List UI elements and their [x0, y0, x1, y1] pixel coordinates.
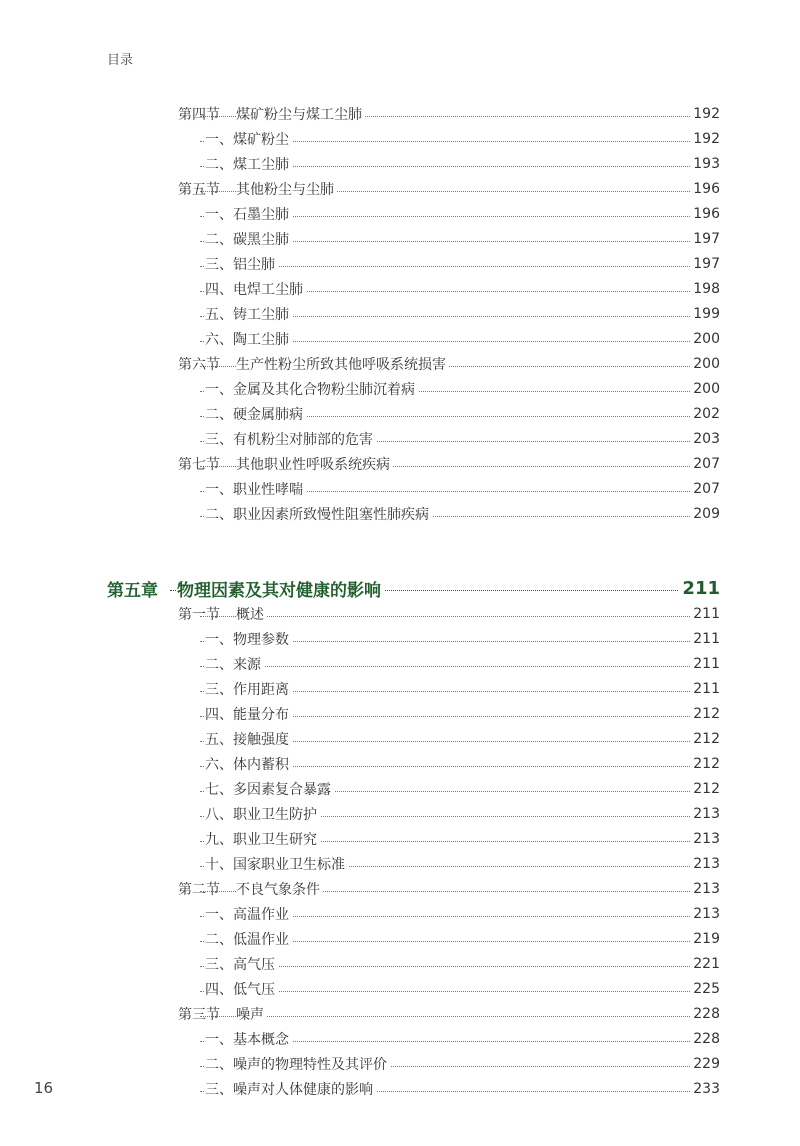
- toc-item-row[interactable]: [0, 301, 800, 326]
- toc-item-row[interactable]: [0, 1051, 800, 1076]
- toc-entry-number: 第七节: [178, 456, 220, 473]
- toc-item-row[interactable]: [0, 426, 800, 451]
- toc-entry-label: [205, 779, 334, 799]
- toc-item-row[interactable]: [0, 476, 800, 501]
- toc-entry-title: 二、煤工尘肺: [205, 157, 292, 173]
- toc-item-row[interactable]: [0, 651, 800, 676]
- toc-item-row[interactable]: [0, 201, 800, 226]
- toc-entry-title: 其他职业性呼吸系统疾病: [236, 457, 393, 473]
- toc-entry-page: 200: [690, 356, 720, 372]
- toc-item-row[interactable]: [0, 826, 800, 851]
- toc-entry-title: 一、石墨尘肺: [205, 207, 292, 223]
- toc-entry-label: [178, 354, 449, 374]
- toc-entry-title: 三、作用距离: [205, 682, 292, 698]
- page-number: 16: [34, 1079, 54, 1097]
- toc-entry-label: [205, 804, 320, 824]
- toc-entry-label: [205, 729, 292, 749]
- toc-entry-label: [205, 279, 306, 299]
- toc-entry-title: 一、金属及其化合物粉尘肺沉着病: [205, 382, 418, 398]
- toc-entry-label: [205, 1054, 390, 1074]
- toc-item-row[interactable]: [0, 276, 800, 301]
- toc-entry-page: 211: [690, 656, 720, 672]
- toc-entry-title: 九、职业卫生研究: [205, 832, 320, 848]
- toc-item-row[interactable]: [0, 226, 800, 251]
- toc-item-row[interactable]: [0, 676, 800, 701]
- toc-entry-title: 三、噪声对人体健康的影响: [205, 1082, 376, 1098]
- toc-entry-page: 199: [690, 306, 720, 322]
- toc-item-row[interactable]: [0, 126, 800, 151]
- toc-item-row[interactable]: [0, 1026, 800, 1051]
- toc-entry-page: 200: [690, 381, 720, 397]
- toc-entry-title: 二、来源: [205, 657, 264, 673]
- toc-item-row[interactable]: [0, 326, 800, 351]
- toc-chapter-row[interactable]: [0, 575, 800, 601]
- toc-entry-label: [178, 604, 267, 624]
- toc-entry-page: 207: [690, 456, 720, 472]
- toc-entry-page: 211: [690, 681, 720, 697]
- toc-entry-label: [205, 979, 278, 999]
- toc-entry-page: 213: [690, 806, 720, 822]
- toc-entry-label: [205, 1029, 292, 1049]
- toc-entry-title: 四、电焊工尘肺: [205, 282, 306, 298]
- toc-item-row[interactable]: [0, 951, 800, 976]
- toc-entry-title: 二、低温作业: [205, 932, 292, 948]
- toc-entry-page: 197: [690, 231, 720, 247]
- toc-entry-title: 七、多因素复合暴露: [205, 782, 334, 798]
- toc-entry-label: [178, 179, 337, 199]
- toc-item-row[interactable]: [0, 851, 800, 876]
- toc-entry-label: [205, 629, 292, 649]
- toc-entry-page: 197: [690, 256, 720, 272]
- toc-entry-label: [205, 304, 292, 324]
- toc-entry-label: [205, 854, 348, 874]
- toc-entry-title: 生产性粉尘所致其他呼吸系统损害: [236, 357, 449, 373]
- toc-entry-page: 202: [690, 406, 720, 422]
- toc-entry-label: [205, 379, 418, 399]
- toc-entry-number: 第五章: [107, 580, 158, 601]
- toc-entry-label: [178, 879, 323, 899]
- toc-entry-title: 二、职业因素所致慢性阻塞性肺疾病: [205, 507, 432, 523]
- toc-entry-label: [205, 829, 320, 849]
- dot-leader: [200, 666, 692, 667]
- toc-entry-page: 200: [690, 331, 720, 347]
- toc-entry-page: 209: [690, 506, 720, 522]
- toc-entry-page: 212: [690, 781, 720, 797]
- toc-entry-page: 192: [690, 131, 720, 147]
- toc-entry-page: 213: [690, 831, 720, 847]
- toc-entry-page: 233: [690, 1081, 720, 1097]
- toc-entry-title: 一、物理参数: [205, 632, 292, 648]
- toc-entry-label: [205, 1079, 376, 1099]
- toc-item-row[interactable]: [0, 751, 800, 776]
- toc-entry-label: [205, 254, 278, 274]
- toc-entry-label: [205, 504, 432, 524]
- toc-entry-page: 228: [690, 1031, 720, 1047]
- toc-entry-label: [205, 754, 292, 774]
- toc-item-row[interactable]: [0, 901, 800, 926]
- toc-entry-title: 六、体内蓄积: [205, 757, 292, 773]
- toc-entry-title: 其他粉尘与尘肺: [236, 182, 337, 198]
- toc-entry-title: 二、碳黑尘肺: [205, 232, 292, 248]
- toc-entry-page: 207: [690, 481, 720, 497]
- toc-entry-title: 八、职业卫生防护: [205, 807, 320, 823]
- toc-section-row[interactable]: [0, 351, 800, 376]
- toc-entry-label: [205, 704, 292, 724]
- toc-section-row[interactable]: [0, 1001, 800, 1026]
- toc-entry-page: 211: [690, 606, 720, 622]
- toc-entry-number: 第三节: [178, 1006, 220, 1023]
- toc-entry-title: 一、煤矿粉尘: [205, 132, 292, 148]
- toc-entry-page: 211: [690, 631, 720, 647]
- toc-section-row[interactable]: [0, 176, 800, 201]
- toc-entry-label: [205, 954, 278, 974]
- toc-entry-title: 概述: [236, 607, 267, 623]
- toc-item-row[interactable]: [0, 626, 800, 651]
- toc-entry-label: [205, 329, 292, 349]
- toc-section-row[interactable]: [0, 101, 800, 126]
- toc-item-row[interactable]: [0, 401, 800, 426]
- toc-item-row[interactable]: [0, 726, 800, 751]
- toc-entry-label: [205, 404, 306, 424]
- toc-item-row[interactable]: [0, 926, 800, 951]
- toc-entry-label: [178, 1004, 267, 1024]
- toc-entry-number: 第一节: [178, 606, 220, 623]
- toc-entry-title: 五、接触强度: [205, 732, 292, 748]
- toc-entry-title: 四、低气压: [205, 982, 278, 998]
- toc-entry-label: [205, 929, 292, 949]
- toc-entry-title: 二、噪声的物理特性及其评价: [205, 1057, 390, 1073]
- toc-item-row[interactable]: [0, 976, 800, 1001]
- toc-entry-label: [178, 454, 393, 474]
- page-header-title: 目录: [107, 53, 134, 68]
- toc-entry-number: 第四节: [178, 106, 220, 123]
- toc-entry-page: 213: [690, 906, 720, 922]
- toc-entry-title: 十、国家职业卫生标准: [205, 857, 348, 873]
- toc-entry-title: 六、陶工尘肺: [205, 332, 292, 348]
- toc-entry-number: 第五节: [178, 181, 220, 198]
- toc-entry-label: [178, 104, 365, 124]
- toc-entry-label: [205, 204, 292, 224]
- toc-entry-page: 213: [690, 856, 720, 872]
- toc-section-row[interactable]: [0, 601, 800, 626]
- toc-item-row[interactable]: [0, 801, 800, 826]
- toc-entry-title: 一、职业性哮喘: [205, 482, 306, 498]
- toc-entry-label: [205, 479, 306, 499]
- toc-entry-label: [107, 576, 384, 601]
- toc-item-row[interactable]: [0, 251, 800, 276]
- toc-entry-number: 第六节: [178, 356, 220, 373]
- toc-entry-title: 三、铝尘肺: [205, 257, 278, 273]
- toc-entry-title: 煤矿粉尘与煤工尘肺: [236, 107, 365, 123]
- toc-entry-title: 物理因素及其对健康的影响: [177, 581, 384, 601]
- toc-entry-page: 192: [690, 106, 720, 122]
- toc-entry-title: 四、能量分布: [205, 707, 292, 723]
- toc-entry-title: 三、高气压: [205, 957, 278, 973]
- toc-entry-label: [205, 904, 292, 924]
- toc-item-row[interactable]: [0, 1076, 800, 1101]
- toc-entry-title: 不良气象条件: [236, 882, 323, 898]
- toc-entry-label: [205, 229, 292, 249]
- toc-list: [0, 575, 800, 1101]
- toc-section-row[interactable]: [0, 451, 800, 476]
- toc-entry-title: 一、基本概念: [205, 1032, 292, 1048]
- toc-entry-page: 193: [690, 156, 720, 172]
- toc-entry-page: 212: [690, 756, 720, 772]
- toc-entry-label: [205, 129, 292, 149]
- toc-entry-title: 二、硬金属肺病: [205, 407, 306, 423]
- toc-entry-page: 212: [690, 706, 720, 722]
- toc-entry-page: 212: [690, 731, 720, 747]
- toc-entry-title: 三、有机粉尘对肺部的危害: [205, 432, 376, 448]
- toc-entry-page: 229: [690, 1056, 720, 1072]
- toc-entry-page: 228: [690, 1006, 720, 1022]
- toc-entry-page: 196: [690, 181, 720, 197]
- toc-entry-label: [205, 654, 264, 674]
- toc-entry-page: 213: [690, 881, 720, 897]
- toc-entry-page: 221: [690, 956, 720, 972]
- toc-item-row[interactable]: [0, 501, 800, 526]
- toc-entry-page: 196: [690, 206, 720, 222]
- toc-entry-number: 第二节: [178, 881, 220, 898]
- toc-entry-label: [205, 154, 292, 174]
- toc-entry-page: 203: [690, 431, 720, 447]
- toc-item-row[interactable]: [0, 701, 800, 726]
- toc-entry-page: 219: [690, 931, 720, 947]
- toc-entry-label: [205, 429, 376, 449]
- toc-item-row[interactable]: [0, 151, 800, 176]
- toc-list: [0, 101, 800, 526]
- dot-leader: [200, 616, 692, 617]
- toc-entry-title: 一、高温作业: [205, 907, 292, 923]
- dot-leader: [200, 1016, 692, 1017]
- toc-item-row[interactable]: [0, 376, 800, 401]
- toc-section-row[interactable]: [0, 876, 800, 901]
- toc-entry-page: 211: [679, 578, 720, 599]
- toc-entry-page: 225: [690, 981, 720, 997]
- toc-item-row[interactable]: [0, 776, 800, 801]
- toc-entry-page: 198: [690, 281, 720, 297]
- toc-entry-label: [205, 679, 292, 699]
- toc-entry-title: 噪声: [236, 1007, 267, 1023]
- toc-entry-title: 五、铸工尘肺: [205, 307, 292, 323]
